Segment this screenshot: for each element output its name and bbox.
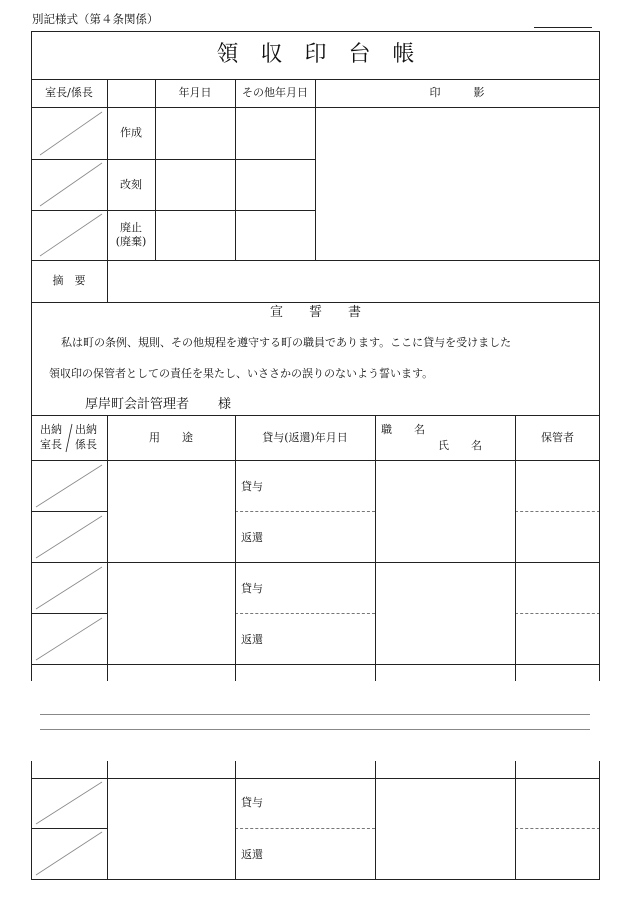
lend-label: 貸与 bbox=[241, 582, 263, 595]
oath-honorific: 様 bbox=[218, 397, 232, 412]
other-date-header: その他年月日 bbox=[242, 86, 308, 99]
page-title: 領 収 印 台 帳 bbox=[216, 42, 415, 67]
person-name-header: 氏 名 bbox=[438, 439, 482, 452]
cashier-right-bottom: 係長 bbox=[75, 438, 97, 451]
seal-impression-header: 印 影 bbox=[429, 86, 485, 99]
summary-label: 摘 要 bbox=[52, 274, 86, 287]
oath-addressee: 厚岸町会計管理者 bbox=[85, 397, 190, 412]
custodian-header: 保管者 bbox=[541, 431, 574, 444]
action-modify: 改刻 bbox=[120, 178, 142, 191]
chief-header: 室長/係長 bbox=[45, 86, 93, 99]
lend-return-date-header: 貸与(返還)年月日 bbox=[262, 431, 348, 444]
return-label: 返還 bbox=[241, 531, 263, 544]
action-create: 作成 bbox=[120, 126, 142, 139]
return-label: 返還 bbox=[241, 633, 263, 646]
oath-title: 宣 誓 書 bbox=[269, 305, 361, 320]
return-label: 返還 bbox=[241, 848, 263, 861]
form-label: 別記様式（第４条関係） bbox=[32, 12, 159, 26]
oath-line-2: 領収印の保管者としての責任を果たし、いささかの誤りのないよう誓います。 bbox=[49, 367, 434, 380]
action-abolish: 廃止 bbox=[120, 221, 142, 234]
lend-label: 貸与 bbox=[241, 796, 263, 809]
cashier-left-top: 出納 bbox=[40, 423, 62, 436]
date-header: 年月日 bbox=[178, 86, 212, 99]
oath-line-1: 私は町の条例、規則、その他規程を遵守する町の職員であります。ここに貸与を受けました bbox=[61, 336, 512, 349]
cashier-left-bottom: 室長 bbox=[40, 438, 62, 451]
post-name-header: 職 名 bbox=[381, 423, 425, 436]
action-abolish-note: (廃棄) bbox=[115, 235, 147, 248]
purpose-header: 用 途 bbox=[149, 431, 193, 444]
lend-label: 貸与 bbox=[241, 480, 263, 493]
cashier-right-top: 出納 bbox=[75, 423, 97, 436]
